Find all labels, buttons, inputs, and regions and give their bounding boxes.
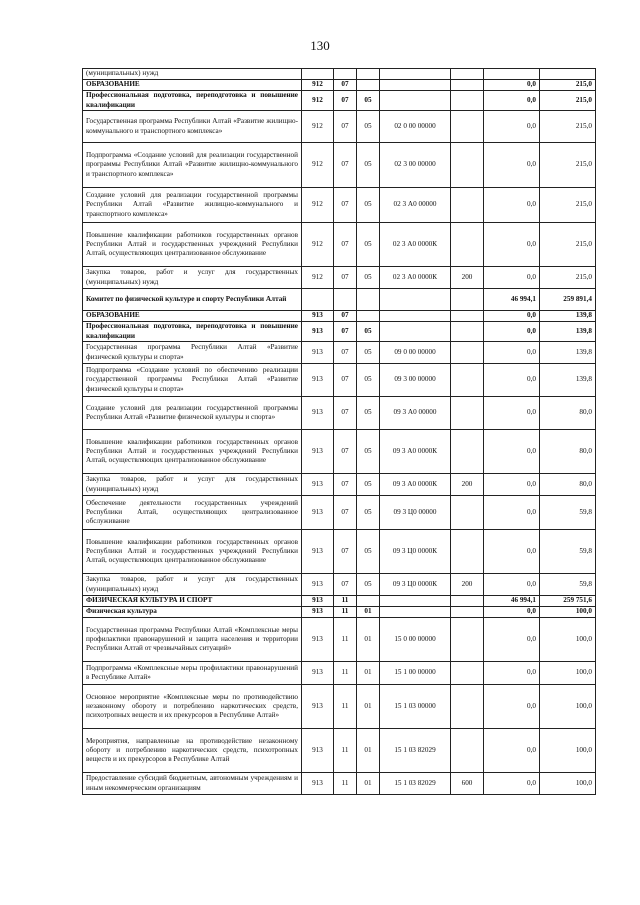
amount-year1-cell: 0,0 [484, 397, 540, 430]
ministry-code-cell: 913 [302, 322, 334, 342]
target-article-code-cell: 15 1 03 82029 [380, 729, 451, 773]
amount-year1-cell: 0,0 [484, 311, 540, 322]
subsection-code-cell [357, 69, 380, 80]
target-article-code-cell: 09 3 00 00000 [380, 364, 451, 397]
ministry-code-cell: 913 [302, 607, 334, 618]
subsection-code-cell: 05 [357, 364, 380, 397]
table-row [83, 80, 596, 91]
row-name-cell: Подпрограмма «Создание условий по обеспечению реализации государственной программы Республики Алтай «Развитие физической культуры и спорта» [83, 364, 302, 397]
row-name-cell: ФИЗИЧЕСКАЯ КУЛЬТУРА И СПОРТ [83, 596, 302, 607]
amount-year1-cell: 0,0 [484, 143, 540, 188]
table-row [83, 474, 596, 496]
section-code-cell: 07 [334, 397, 357, 430]
subsection-code-cell: 05 [357, 143, 380, 188]
section-code-cell: 11 [334, 618, 357, 662]
expense-type-code-cell [451, 607, 484, 618]
section-code-cell: 07 [334, 530, 357, 574]
ministry-code-cell [302, 69, 334, 80]
subsection-code-cell: 05 [357, 574, 380, 596]
row-name-cell: Закупка товаров, работ и услуг для государственных (муниципальных) нужд [83, 474, 302, 496]
table-row [83, 607, 596, 618]
expense-type-code-cell [451, 662, 484, 685]
subsection-code-cell: 01 [357, 618, 380, 662]
amount-year2-cell: 215,0 [540, 223, 596, 267]
amount-year2-cell: 59,8 [540, 530, 596, 574]
subsection-code-cell [357, 596, 380, 607]
table-row [83, 364, 596, 397]
amount-year1-cell: 0,0 [484, 662, 540, 685]
target-article-code-cell: 15 1 03 82029 [380, 773, 451, 795]
amount-year1-cell: 0,0 [484, 574, 540, 596]
ministry-code-cell: 913 [302, 618, 334, 662]
section-code-cell: 11 [334, 662, 357, 685]
ministry-code-cell: 913 [302, 311, 334, 322]
table-row [83, 322, 596, 342]
expense-type-code-cell [451, 143, 484, 188]
ministry-code-cell: 913 [302, 474, 334, 496]
target-article-code-cell [380, 596, 451, 607]
expense-type-code-cell [451, 91, 484, 111]
ministry-code-cell: 913 [302, 430, 334, 474]
section-code-cell: 07 [334, 364, 357, 397]
ministry-code-cell: 913 [302, 496, 334, 530]
table-row [83, 729, 596, 773]
table-row [83, 143, 596, 188]
table-row [83, 289, 596, 311]
row-name-cell: Мероприятия, направленные на противодействие незаконному обороту и потреблению наркотических средств, психотропных веществ и их прекурсоров в Республике Алтай [83, 729, 302, 773]
subsection-code-cell: 05 [357, 91, 380, 111]
row-name-cell: ОБРАЗОВАНИЕ [83, 80, 302, 91]
expense-type-code-cell: 200 [451, 474, 484, 496]
amount-year1-cell: 0,0 [484, 530, 540, 574]
section-code-cell: 07 [334, 322, 357, 342]
amount-year1-cell: 0,0 [484, 342, 540, 364]
row-name-cell: Закупка товаров, работ и услуг для государственных (муниципальных) нужд [83, 267, 302, 289]
amount-year1-cell: 0,0 [484, 80, 540, 91]
subsection-code-cell [357, 80, 380, 91]
table-row [83, 496, 596, 530]
table-row [83, 685, 596, 729]
row-name-cell: Повышение квалификации работников государственных органов Республики Алтай и государственных учреждений Республики Алтай, осуществляющих централизованное обслуживание [83, 530, 302, 574]
table-row [83, 574, 596, 596]
section-code-cell [334, 69, 357, 80]
expense-type-code-cell [451, 111, 484, 143]
amount-year2-cell: 59,8 [540, 496, 596, 530]
amount-year1-cell: 0,0 [484, 267, 540, 289]
table-row [83, 223, 596, 267]
subsection-code-cell: 05 [357, 223, 380, 267]
ministry-code-cell: 912 [302, 223, 334, 267]
row-name-cell: Основное мероприятие «Комплексные меры по противодействию незаконному обороту и потреблению наркотических средств, психотропных веществ и их прекурсоров в Республике Алтай» [83, 685, 302, 729]
table-row [83, 342, 596, 364]
table-row [83, 618, 596, 662]
target-article-code-cell [380, 289, 451, 311]
expense-type-code-cell [451, 311, 484, 322]
amount-year1-cell: 0,0 [484, 223, 540, 267]
table-row [83, 188, 596, 223]
amount-year2-cell: 80,0 [540, 474, 596, 496]
target-article-code-cell: 15 1 03 00000 [380, 685, 451, 729]
target-article-code-cell: 15 1 00 00000 [380, 662, 451, 685]
ministry-code-cell: 912 [302, 267, 334, 289]
amount-year2-cell: 100,0 [540, 729, 596, 773]
amount-year2-cell: 59,8 [540, 574, 596, 596]
table-body [83, 69, 596, 795]
ministry-code-cell: 913 [302, 729, 334, 773]
ministry-code-cell: 913 [302, 685, 334, 729]
target-article-code-cell: 09 3 Ц0 00000 [380, 496, 451, 530]
expense-type-code-cell [451, 69, 484, 80]
section-code-cell: 07 [334, 223, 357, 267]
ministry-code-cell: 913 [302, 364, 334, 397]
table-row [83, 430, 596, 474]
amount-year1-cell: 0,0 [484, 607, 540, 618]
ministry-code-cell: 912 [302, 111, 334, 143]
amount-year2-cell: 215,0 [540, 111, 596, 143]
expense-type-code-cell: 600 [451, 773, 484, 795]
target-article-code-cell: 02 3 А0 00000 [380, 188, 451, 223]
ministry-code-cell: 912 [302, 91, 334, 111]
target-article-code-cell [380, 91, 451, 111]
table-row [83, 311, 596, 322]
subsection-code-cell: 05 [357, 322, 380, 342]
expense-type-code-cell [451, 430, 484, 474]
row-name-cell: Подпрограмма «Комплексные меры профилактики правонарушений в Республике Алтай» [83, 662, 302, 685]
page-number: 130 [310, 38, 330, 53]
section-code-cell: 07 [334, 496, 357, 530]
ministry-code-cell: 913 [302, 397, 334, 430]
amount-year2-cell: 80,0 [540, 397, 596, 430]
amount-year1-cell: 0,0 [484, 364, 540, 397]
section-code-cell: 11 [334, 596, 357, 607]
table-row [83, 267, 596, 289]
subsection-code-cell: 05 [357, 188, 380, 223]
amount-year1-cell: 0,0 [484, 111, 540, 143]
section-code-cell: 07 [334, 311, 357, 322]
subsection-code-cell [357, 289, 380, 311]
target-article-code-cell: 02 3 А0 0000К [380, 267, 451, 289]
ministry-code-cell: 913 [302, 530, 334, 574]
amount-year1-cell: 0,0 [484, 188, 540, 223]
amount-year1-cell: 46 994,1 [484, 596, 540, 607]
row-name-cell: Повышение квалификации работников государственных органов Республики Алтай и государственных учреждений Республики Алтай, осуществляющих централизованное обслуживание [83, 430, 302, 474]
amount-year2-cell: 100,0 [540, 773, 596, 795]
target-article-code-cell: 15 0 00 00000 [380, 618, 451, 662]
amount-year1-cell: 46 994,1 [484, 289, 540, 311]
section-code-cell: 07 [334, 91, 357, 111]
subsection-code-cell: 01 [357, 607, 380, 618]
section-code-cell: 07 [334, 342, 357, 364]
ministry-code-cell: 912 [302, 80, 334, 91]
target-article-code-cell: 09 0 00 00000 [380, 342, 451, 364]
target-article-code-cell [380, 80, 451, 91]
expense-type-code-cell: 200 [451, 574, 484, 596]
expense-type-code-cell [451, 596, 484, 607]
expense-type-code-cell [451, 322, 484, 342]
target-article-code-cell: 09 3 А0 00000 [380, 397, 451, 430]
section-code-cell: 07 [334, 574, 357, 596]
row-name-cell: Физическая культура [83, 607, 302, 618]
amount-year1-cell: 0,0 [484, 685, 540, 729]
subsection-code-cell: 01 [357, 662, 380, 685]
amount-year2-cell: 100,0 [540, 607, 596, 618]
target-article-code-cell [380, 69, 451, 80]
amount-year2-cell: 80,0 [540, 430, 596, 474]
amount-year2-cell: 139,8 [540, 322, 596, 342]
row-name-cell: Обеспечение деятельности государственных учреждений Республики Алтай, осуществляющих централизованное обслуживание [83, 496, 302, 530]
amount-year1-cell: 0,0 [484, 91, 540, 111]
section-code-cell: 07 [334, 143, 357, 188]
row-name-cell: Государственная программа Республики Алтай «Комплексные меры профилактики правонарушений и защита населения и территории Республики Алтай от чрезвычайных ситуаций» [83, 618, 302, 662]
subsection-code-cell: 05 [357, 430, 380, 474]
amount-year2-cell: 139,8 [540, 342, 596, 364]
ministry-code-cell: 913 [302, 596, 334, 607]
row-name-cell: Повышение квалификации работников государственных органов Республики Алтай и государственных учреждений Республики Алтай, осуществляющих централизованное обслуживание [83, 223, 302, 267]
amount-year1-cell: 0,0 [484, 496, 540, 530]
section-code-cell: 07 [334, 267, 357, 289]
ministry-code-cell: 912 [302, 188, 334, 223]
target-article-code-cell [380, 311, 451, 322]
subsection-code-cell: 05 [357, 474, 380, 496]
row-name-cell: Создание условий для реализации государственной программы Республики Алтай «Развитие жилищно-коммунального и транспортного комплекса» [83, 188, 302, 223]
section-code-cell: 07 [334, 80, 357, 91]
section-code-cell: 07 [334, 111, 357, 143]
row-name-cell: Создание условий для реализации государственной программы Республики Алтай «Развитие физической культуры и спорта» [83, 397, 302, 430]
target-article-code-cell: 09 3 Ц0 0000К [380, 574, 451, 596]
expense-type-code-cell [451, 364, 484, 397]
subsection-code-cell: 05 [357, 267, 380, 289]
expense-type-code-cell [451, 397, 484, 430]
table-row [83, 91, 596, 111]
subsection-code-cell: 05 [357, 496, 380, 530]
expense-type-code-cell [451, 342, 484, 364]
amount-year1-cell: 0,0 [484, 430, 540, 474]
target-article-code-cell: 02 3 00 00000 [380, 143, 451, 188]
amount-year1-cell [484, 69, 540, 80]
table-row [83, 397, 596, 430]
amount-year2-cell [540, 69, 596, 80]
expense-type-code-cell [451, 618, 484, 662]
amount-year1-cell: 0,0 [484, 773, 540, 795]
target-article-code-cell: 02 3 А0 0000К [380, 223, 451, 267]
target-article-code-cell: 02 0 00 00000 [380, 111, 451, 143]
section-code-cell: 07 [334, 474, 357, 496]
table-row [83, 69, 596, 80]
amount-year2-cell: 100,0 [540, 662, 596, 685]
table-row [83, 662, 596, 685]
amount-year2-cell: 215,0 [540, 267, 596, 289]
subsection-code-cell [357, 311, 380, 322]
subsection-code-cell: 05 [357, 342, 380, 364]
table-row [83, 530, 596, 574]
expense-type-code-cell [451, 188, 484, 223]
expense-type-code-cell: 200 [451, 267, 484, 289]
subsection-code-cell: 05 [357, 397, 380, 430]
expense-type-code-cell [451, 223, 484, 267]
row-name-cell: Профессиональная подготовка, переподготовка и повышение квалификации [83, 322, 302, 342]
ministry-code-cell: 913 [302, 574, 334, 596]
target-article-code-cell: 09 3 Ц0 0000К [380, 530, 451, 574]
section-code-cell: 11 [334, 729, 357, 773]
table-row [83, 596, 596, 607]
expense-type-code-cell [451, 80, 484, 91]
target-article-code-cell: 09 3 А0 0000К [380, 474, 451, 496]
amount-year1-cell: 0,0 [484, 729, 540, 773]
section-code-cell: 07 [334, 188, 357, 223]
amount-year1-cell: 0,0 [484, 618, 540, 662]
amount-year2-cell: 215,0 [540, 80, 596, 91]
expense-type-code-cell [451, 496, 484, 530]
section-code-cell: 07 [334, 430, 357, 474]
row-name-cell: (муниципальных) нужд [83, 69, 302, 80]
row-name-cell: Комитет по физической культуре и спорту Республики Алтай [83, 289, 302, 311]
amount-year2-cell: 259 891,4 [540, 289, 596, 311]
expense-type-code-cell [451, 729, 484, 773]
amount-year2-cell: 215,0 [540, 188, 596, 223]
ministry-code-cell: 913 [302, 662, 334, 685]
amount-year2-cell: 100,0 [540, 685, 596, 729]
row-name-cell: Государственная программа Республики Алтай «Развитие жилищно-коммунального и транспортного комплекса» [83, 111, 302, 143]
expense-type-code-cell [451, 685, 484, 729]
ministry-code-cell: 913 [302, 773, 334, 795]
expense-type-code-cell [451, 530, 484, 574]
amount-year2-cell: 100,0 [540, 618, 596, 662]
table-row [83, 773, 596, 795]
amount-year1-cell: 0,0 [484, 474, 540, 496]
row-name-cell: Профессиональная подготовка, переподготовка и повышение квалификации [83, 91, 302, 111]
ministry-code-cell: 913 [302, 342, 334, 364]
amount-year2-cell: 139,8 [540, 311, 596, 322]
row-name-cell: Государственная программа Республики Алтай «Развитие физической культуры и спорта» [83, 342, 302, 364]
row-name-cell: Предоставление субсидий бюджетным, автономным учреждениям и иным некоммерческим организациям [83, 773, 302, 795]
amount-year2-cell: 139,8 [540, 364, 596, 397]
section-code-cell: 11 [334, 773, 357, 795]
row-name-cell: Подпрограмма «Создание условий для реализации государственной программы Республики Алтай «Развитие жилищно-коммунального и транспортного комплекса» [83, 143, 302, 188]
section-code-cell [334, 289, 357, 311]
target-article-code-cell: 09 3 А0 0000К [380, 430, 451, 474]
row-name-cell: Закупка товаров, работ и услуг для государственных (муниципальных) нужд [83, 574, 302, 596]
subsection-code-cell: 05 [357, 530, 380, 574]
target-article-code-cell [380, 322, 451, 342]
subsection-code-cell: 01 [357, 773, 380, 795]
section-code-cell: 11 [334, 685, 357, 729]
amount-year1-cell: 0,0 [484, 322, 540, 342]
table-row [83, 111, 596, 143]
ministry-code-cell: 912 [302, 143, 334, 188]
amount-year2-cell: 259 751,6 [540, 596, 596, 607]
amount-year2-cell: 215,0 [540, 91, 596, 111]
target-article-code-cell [380, 607, 451, 618]
row-name-cell: ОБРАЗОВАНИЕ [83, 311, 302, 322]
subsection-code-cell: 01 [357, 685, 380, 729]
subsection-code-cell: 01 [357, 729, 380, 773]
subsection-code-cell: 05 [357, 111, 380, 143]
ministry-code-cell [302, 289, 334, 311]
expense-type-code-cell [451, 289, 484, 311]
budget-allocation-table [82, 68, 596, 795]
section-code-cell: 11 [334, 607, 357, 618]
amount-year2-cell: 215,0 [540, 143, 596, 188]
